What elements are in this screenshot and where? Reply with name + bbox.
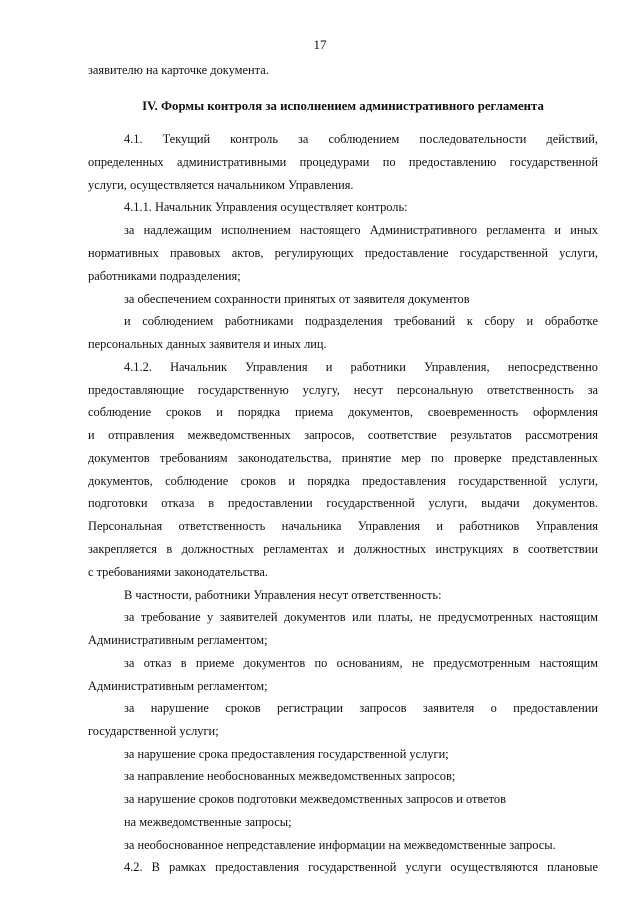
paragraph-line: с требованиями законодательства. bbox=[88, 565, 268, 579]
paragraph-line: Административным регламентом; bbox=[88, 633, 268, 647]
paragraph-line: документов, соблюдение сроков и порядка предоставления государственной услуги, bbox=[88, 474, 598, 488]
paragraph-line: за нарушение сроков подготовки межведомственных запросов и ответов bbox=[124, 792, 506, 806]
paragraph-line: государственной услуги; bbox=[88, 724, 219, 738]
paragraph-line: подготовки отказа в предоставлении государственной услуги, выдачи документов. bbox=[88, 496, 598, 510]
page-number: 17 bbox=[313, 37, 327, 52]
paragraph-line: В частности, работники Управления несут ответственность: bbox=[124, 588, 442, 602]
paragraph-line: за нарушение сроков регистрации запросов заявителя о предоставлении bbox=[124, 701, 598, 715]
paragraph-line: документов требованиям законодательства, принятие мер по проверке представленных bbox=[88, 451, 598, 465]
paragraph-line: услуги, осуществляется начальником Управления. bbox=[88, 178, 354, 192]
paragraph-line: 4.2. В рамках предоставления государственной услуги осуществляются плановые bbox=[124, 860, 598, 874]
paragraph-line: и отправления межведомственных запросов, соответствие результатов рассмотрения bbox=[88, 428, 598, 442]
paragraph-line: нормативных правовых актов, регулирующих предоставление государственной услуги, bbox=[88, 246, 598, 260]
paragraph-line: за обеспечением сохранности принятых от заявителя документов bbox=[124, 292, 470, 306]
paragraph-line: 4.1.2. Начальник Управления и работники Управления, непосредственно bbox=[124, 360, 598, 374]
paragraph-line: за необоснованное непредставление информации на межведомственные запросы. bbox=[124, 838, 556, 852]
paragraph-line: на межведомственные запросы; bbox=[124, 815, 292, 829]
paragraph-line: за требование у заявителей документов или платы, не предусмотренных настоящим bbox=[124, 610, 598, 624]
intro-line: заявителю на карточке документа. bbox=[88, 63, 269, 77]
paragraph-line: Административным регламентом; bbox=[88, 679, 268, 693]
paragraph-line: за направление необоснованных межведомственных запросов; bbox=[124, 769, 456, 783]
paragraph-line: за нарушение срока предоставления государственной услуги; bbox=[124, 747, 449, 761]
paragraph-line: Персональная ответственность начальника Управления и работников Управления bbox=[88, 519, 598, 533]
paragraph-line: работниками подразделения; bbox=[88, 269, 241, 283]
paragraph-line: соблюдение сроков и порядка приема документов, своевременность оформления bbox=[88, 405, 598, 419]
paragraph-line: 4.1. Текущий контроль за соблюдением последовательности действий, bbox=[124, 132, 598, 146]
paragraph-line: и соблюдением работниками подразделения требований к сбору и обработке bbox=[124, 314, 598, 328]
paragraph-line: определенных административными процедурами по предоставлению государственной bbox=[88, 155, 598, 169]
paragraph-line: 4.1.1. Начальник Управления осуществляет контроль: bbox=[124, 200, 408, 214]
paragraph-line: закрепляется в должностных регламентах и должностных инструкциях в соответствии bbox=[88, 542, 598, 556]
paragraph-line: предоставляющие государственную услугу, несут персональную ответственность за bbox=[88, 383, 598, 397]
section-heading: IV. Формы контроля за исполнением административного регламента bbox=[142, 99, 544, 113]
paragraph-line: персональных данных заявителя и иных лиц. bbox=[88, 337, 327, 351]
paragraph-line: за отказ в приеме документов по основаниям, не предусмотренным настоящим bbox=[124, 656, 598, 670]
paragraph-line: за надлежащим исполнением настоящего Административного регламента и иных bbox=[124, 223, 598, 237]
